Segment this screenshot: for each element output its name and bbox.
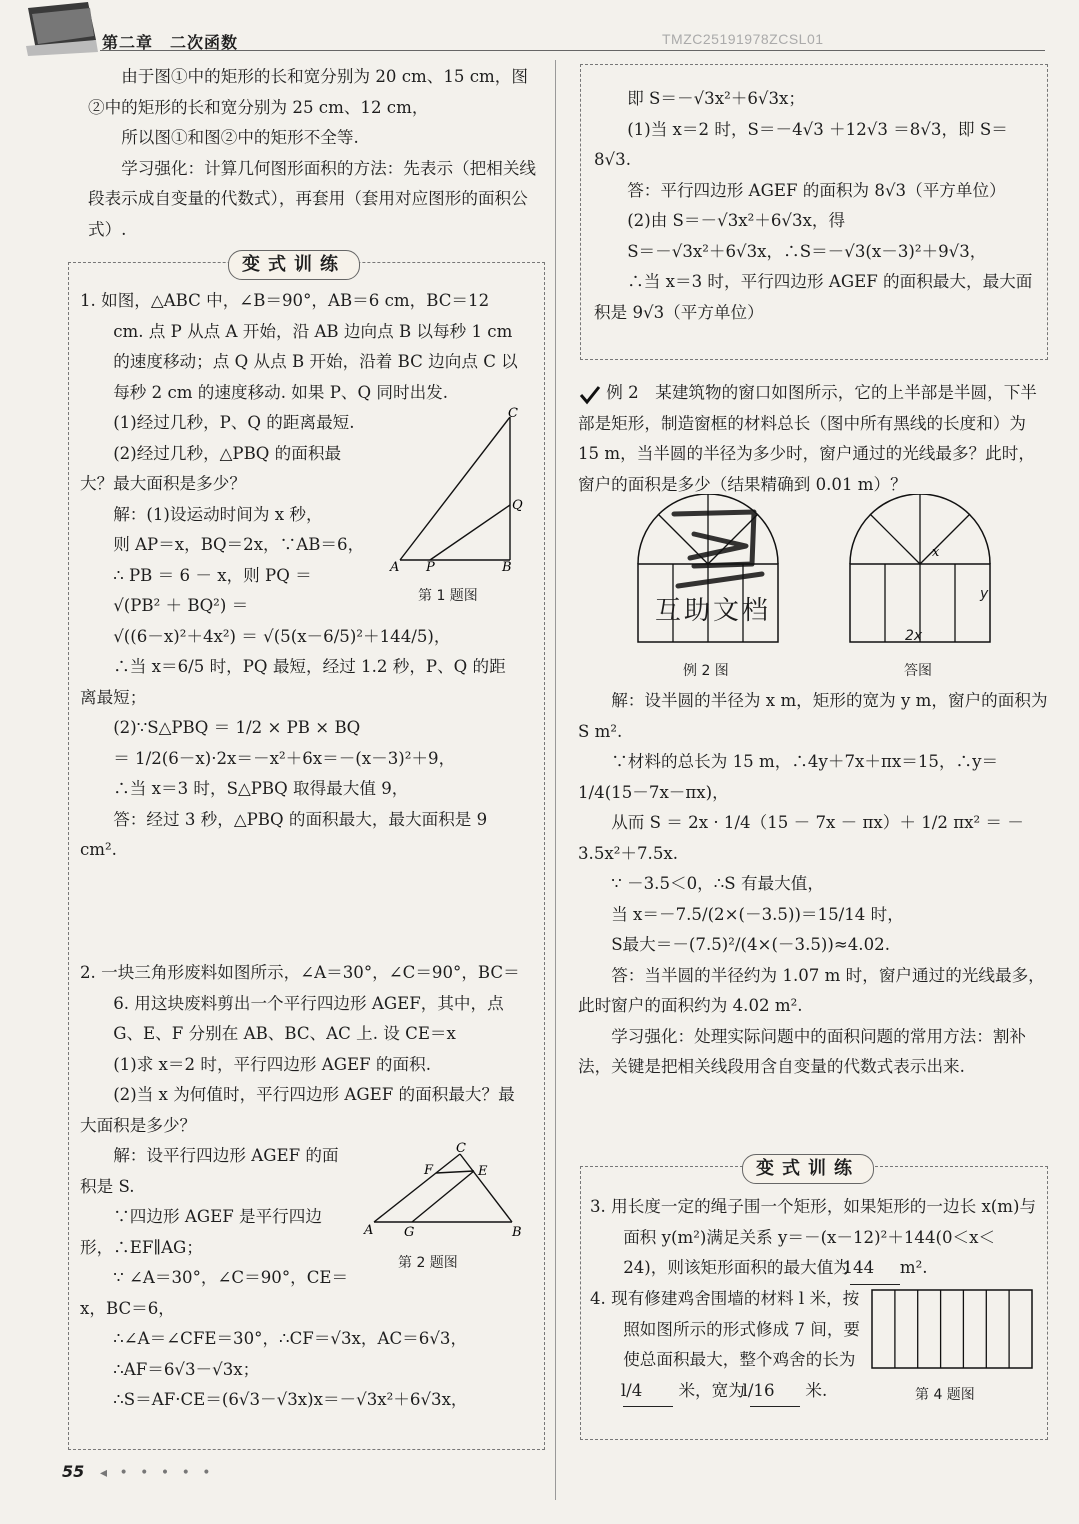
example-2 — [578, 378, 1050, 500]
label-c2: C — [456, 1141, 466, 1156]
q1-triangle-figure — [388, 405, 528, 575]
label-f2: F — [424, 1163, 434, 1178]
cont-3: 答：平行四边形 AGEF 的面积为 8√3（平方单位） — [627, 180, 1006, 200]
label-b2: B — [512, 1225, 522, 1238]
q1-part1: (1)经过几秒，P、Q 的距离最短. — [113, 413, 355, 432]
left-intro — [88, 62, 538, 245]
q2-caption: 第 2 题图 — [398, 1255, 458, 1271]
intro-text-1: 由于图①中的矩形的长和宽分别为 20 cm、15 cm，图②中的矩形的长和宽分别为 25 cm、12 cm， — [88, 67, 528, 117]
ex2-sol-1: 解：设半圆的半径为 x m，矩形的宽为 y m，窗户的面积为 S m². — [578, 691, 1048, 741]
q1-sol-4: √(PB² ＋ BQ²) ＝ — [113, 596, 249, 615]
ex2-caption: 例 2 图 — [683, 663, 729, 679]
ex2-sol-6: S最大＝－(7.5)²/(4×(－3.5))≈4.02. — [611, 935, 890, 954]
q1-stem: 1. 如图，△ABC 中，∠B＝90°，AB＝6 cm，BC＝12 cm. 点 P 从点 A 开始，沿 AB 边向点 B 以每秒 1 cm 的速度移动；点 Q 从点 B 开始，沿着 BC 边向点 C 以每秒 2 cm 的速度移动. 如果 P、Q 同时出发. — [80, 291, 518, 402]
label-e2: E — [478, 1164, 488, 1179]
q2-sol-6: ∴S＝AF·CE＝(6√3－√3x)x＝－√3x²＋6√3x， — [113, 1390, 468, 1409]
q2-sol-1: 解：设平行四边形 AGEF 的面积是 S. — [80, 1146, 339, 1196]
q1-sol-7: (2)∵S△PBQ ＝ 1/2 × PB × BQ — [113, 718, 361, 737]
q4-coop-figure — [870, 1288, 1036, 1372]
ex2-sol-4: ∵ －3.5＜0，∴S 有最大值， — [611, 874, 824, 893]
cont-5: S＝－√3x²＋6√3x，∴S＝－√3(x－3)²＋9√3， — [627, 241, 987, 261]
q4-width-answer: l/16 — [750, 1376, 800, 1408]
label-c: C — [508, 406, 518, 421]
practice-title-left: 变式训练 — [228, 250, 360, 280]
ex2-sol-2: ∵材料的总长为 15 m，∴4y＋7x＋πx＝15，∴y＝1/4(15－7x－πx)， — [578, 752, 999, 802]
cont-2: (1)当 x＝2 时，S＝－4√3 ＋12√3 ＝8√3，即 S＝8√3. — [594, 119, 1008, 169]
label-p: P — [426, 560, 435, 575]
label-q: Q — [512, 498, 523, 513]
watermark-stamp: 互助文档 — [655, 596, 772, 626]
q2-sol-2: ∵四边形 AGEF 是平行四边形，∴EF∥AG； — [80, 1207, 322, 1257]
header-rule — [100, 50, 1045, 51]
q2-continued — [594, 84, 1034, 328]
study-tip-1: 学习强化：计算几何图形面积的方法：先表示（把相关线段表示成自变量的代数式），再套用（套用对应图形的面积公式）. — [88, 158, 537, 239]
label-a2: A — [364, 1223, 374, 1238]
q4-end-text: 米. — [805, 1380, 828, 1400]
label-x: x — [932, 545, 940, 560]
q1-sol-1: 解：(1)设运动时间为 x 秒， — [113, 504, 323, 524]
q2-sol-5: ∴AF＝6√3－√3x； — [113, 1359, 260, 1379]
footer-dots: ◂ • • • • • — [100, 1465, 215, 1481]
label-a: A — [390, 560, 400, 575]
cont-4: (2)由 S＝－√3x²＋6√3x，得 — [627, 211, 846, 230]
q1-sol-3: ∴ PB ＝ 6 － x，则 PQ ＝ — [113, 565, 312, 585]
intro-text-2: 所以图①和图②中的矩形不全等. — [121, 128, 359, 147]
q1-sol-8: ＝ 1/2(6－x)·2x＝－x²＋6x＝－(x－3)²＋9， — [113, 748, 456, 768]
q1-sol-10: 答：经过 3 秒，△PBQ 的面积最大，最大面积是 9 cm². — [80, 809, 488, 859]
q4-length-answer: l/4 — [623, 1376, 673, 1408]
q4-stem: 4. 现有修建鸡舍围墙的材料 l 米，按照如图所示的形式修成 7 间，要使总面积最大，整个鸡舍的长为 — [590, 1289, 861, 1369]
q3-stem: 3. 用长度一定的绳子围一个矩形，如果矩形的一边长 x(m)与面积 y(m²)满足关系 y＝－(x－12)²＋144(0＜x＜24)，则该矩形面积的最大值为 — [590, 1197, 1037, 1277]
q1-sol-6: ∴当 x＝6/5 时，PQ 最短，经过 1.2 秒，P、Q 的距离最短； — [80, 657, 506, 707]
question-3 — [590, 1192, 1038, 1285]
q4-middle-text: 米，宽为 — [678, 1380, 745, 1400]
ex2-solution — [578, 686, 1050, 1083]
page-number: 55 — [62, 1462, 85, 1481]
label-2x: 2x — [905, 628, 923, 644]
ex2-sol-7: 答：当半圆的半径约为 1.07 m 时，窗户通过的光线最多，此时窗户的面积约为 4.02 m². — [578, 965, 1045, 1015]
q1-sol-9: ∴当 x＝3 时，S△PBQ 取得最大值 9， — [113, 779, 409, 798]
q2-sol-4: ∴∠A＝∠CFE＝30°，∴CF＝√3x，AC＝6√3， — [113, 1329, 468, 1348]
q1-sol-5: √((6－x)²＋4x²) ＝ √(5(x－6/5)²＋144/5)， — [113, 626, 451, 646]
question-1 — [80, 286, 522, 866]
q2-triangle-figure — [362, 1138, 527, 1238]
column-divider — [555, 60, 556, 1500]
q2-part2: (2)当 x 为何值时，平行四边形 AGEF 的面积最大？最大面积是多少？ — [80, 1085, 515, 1135]
q2-sol-3: ∵ ∠A＝30°，∠C＝90°，CE＝x，BC＝6， — [80, 1268, 349, 1318]
page-header — [0, 0, 1079, 58]
label-b: B — [502, 560, 512, 575]
q1-part2: (2)经过几秒，△PBQ 的面积最大？最大面积是多少？ — [80, 443, 342, 493]
ex2-answer-figure — [846, 494, 996, 646]
ex2-sol-5: 当 x＝－7.5/(2×(－3.5))＝15/14 时， — [611, 904, 904, 924]
q4-caption: 第 4 题图 — [915, 1387, 975, 1403]
label-y: y — [980, 586, 989, 602]
document-code: TMZC25191978ZCSL01 — [662, 31, 824, 47]
answer-figure-caption: 答图 — [904, 663, 932, 679]
cont-1: 即 S＝－√3x²＋6√3x； — [627, 89, 805, 108]
study-tip-2: 学习强化：处理实际问题中的面积问题的常用方法：割补法，关键是把相关线段用含自变量的代数式表示出来. — [578, 1026, 1027, 1076]
book-stack-icon — [18, 0, 98, 56]
ex2-sol-3: 从而 S ＝ 2x · 1/4（15 － 7x － πx）＋ 1/2 πx² ＝ －3.5x²＋7.5x. — [578, 813, 1024, 863]
q2-stem: 2. 一块三角形废料如图所示，∠A＝30°，∠C＝90°，BC＝6. 用这块废料剪出一个平行四边形 AGEF，其中，点 G、E、F 分别在 AB、BC、AC 上. 设 CE＝x — [80, 963, 520, 1043]
practice-title-right: 变式训练 — [742, 1154, 874, 1184]
ex2-stem: 例 2 某建筑物的窗口如图所示，它的上半部是半圆，下半部是矩形，制造窗框的材料总长（图中所有黑线的长度和）为 15 m，当半圆的半径为多少时，窗户通过的光线最多？此时，窗户的面积是多少（结果精确到 0.01 m）？ — [578, 383, 1037, 494]
q3-unit: m². — [899, 1258, 928, 1277]
chapter-title: 第二章 二次函数 — [102, 33, 239, 52]
q3-answer-blank: 144 — [850, 1253, 900, 1285]
q1-caption: 第 1 题图 — [418, 588, 478, 604]
q2-part1: (1)求 x＝2 时，平行四边形 AGEF 的面积. — [113, 1054, 431, 1074]
cont-6: ∴当 x＝3 时，平行四边形 AGEF 的面积最大，最大面积是 9√3（平方单位） — [594, 272, 1033, 322]
q1-sol-2: 则 AP＝x，BQ＝2x，∵AB＝6， — [113, 535, 365, 554]
label-g2: G — [404, 1225, 415, 1238]
question-4 — [590, 1284, 860, 1407]
